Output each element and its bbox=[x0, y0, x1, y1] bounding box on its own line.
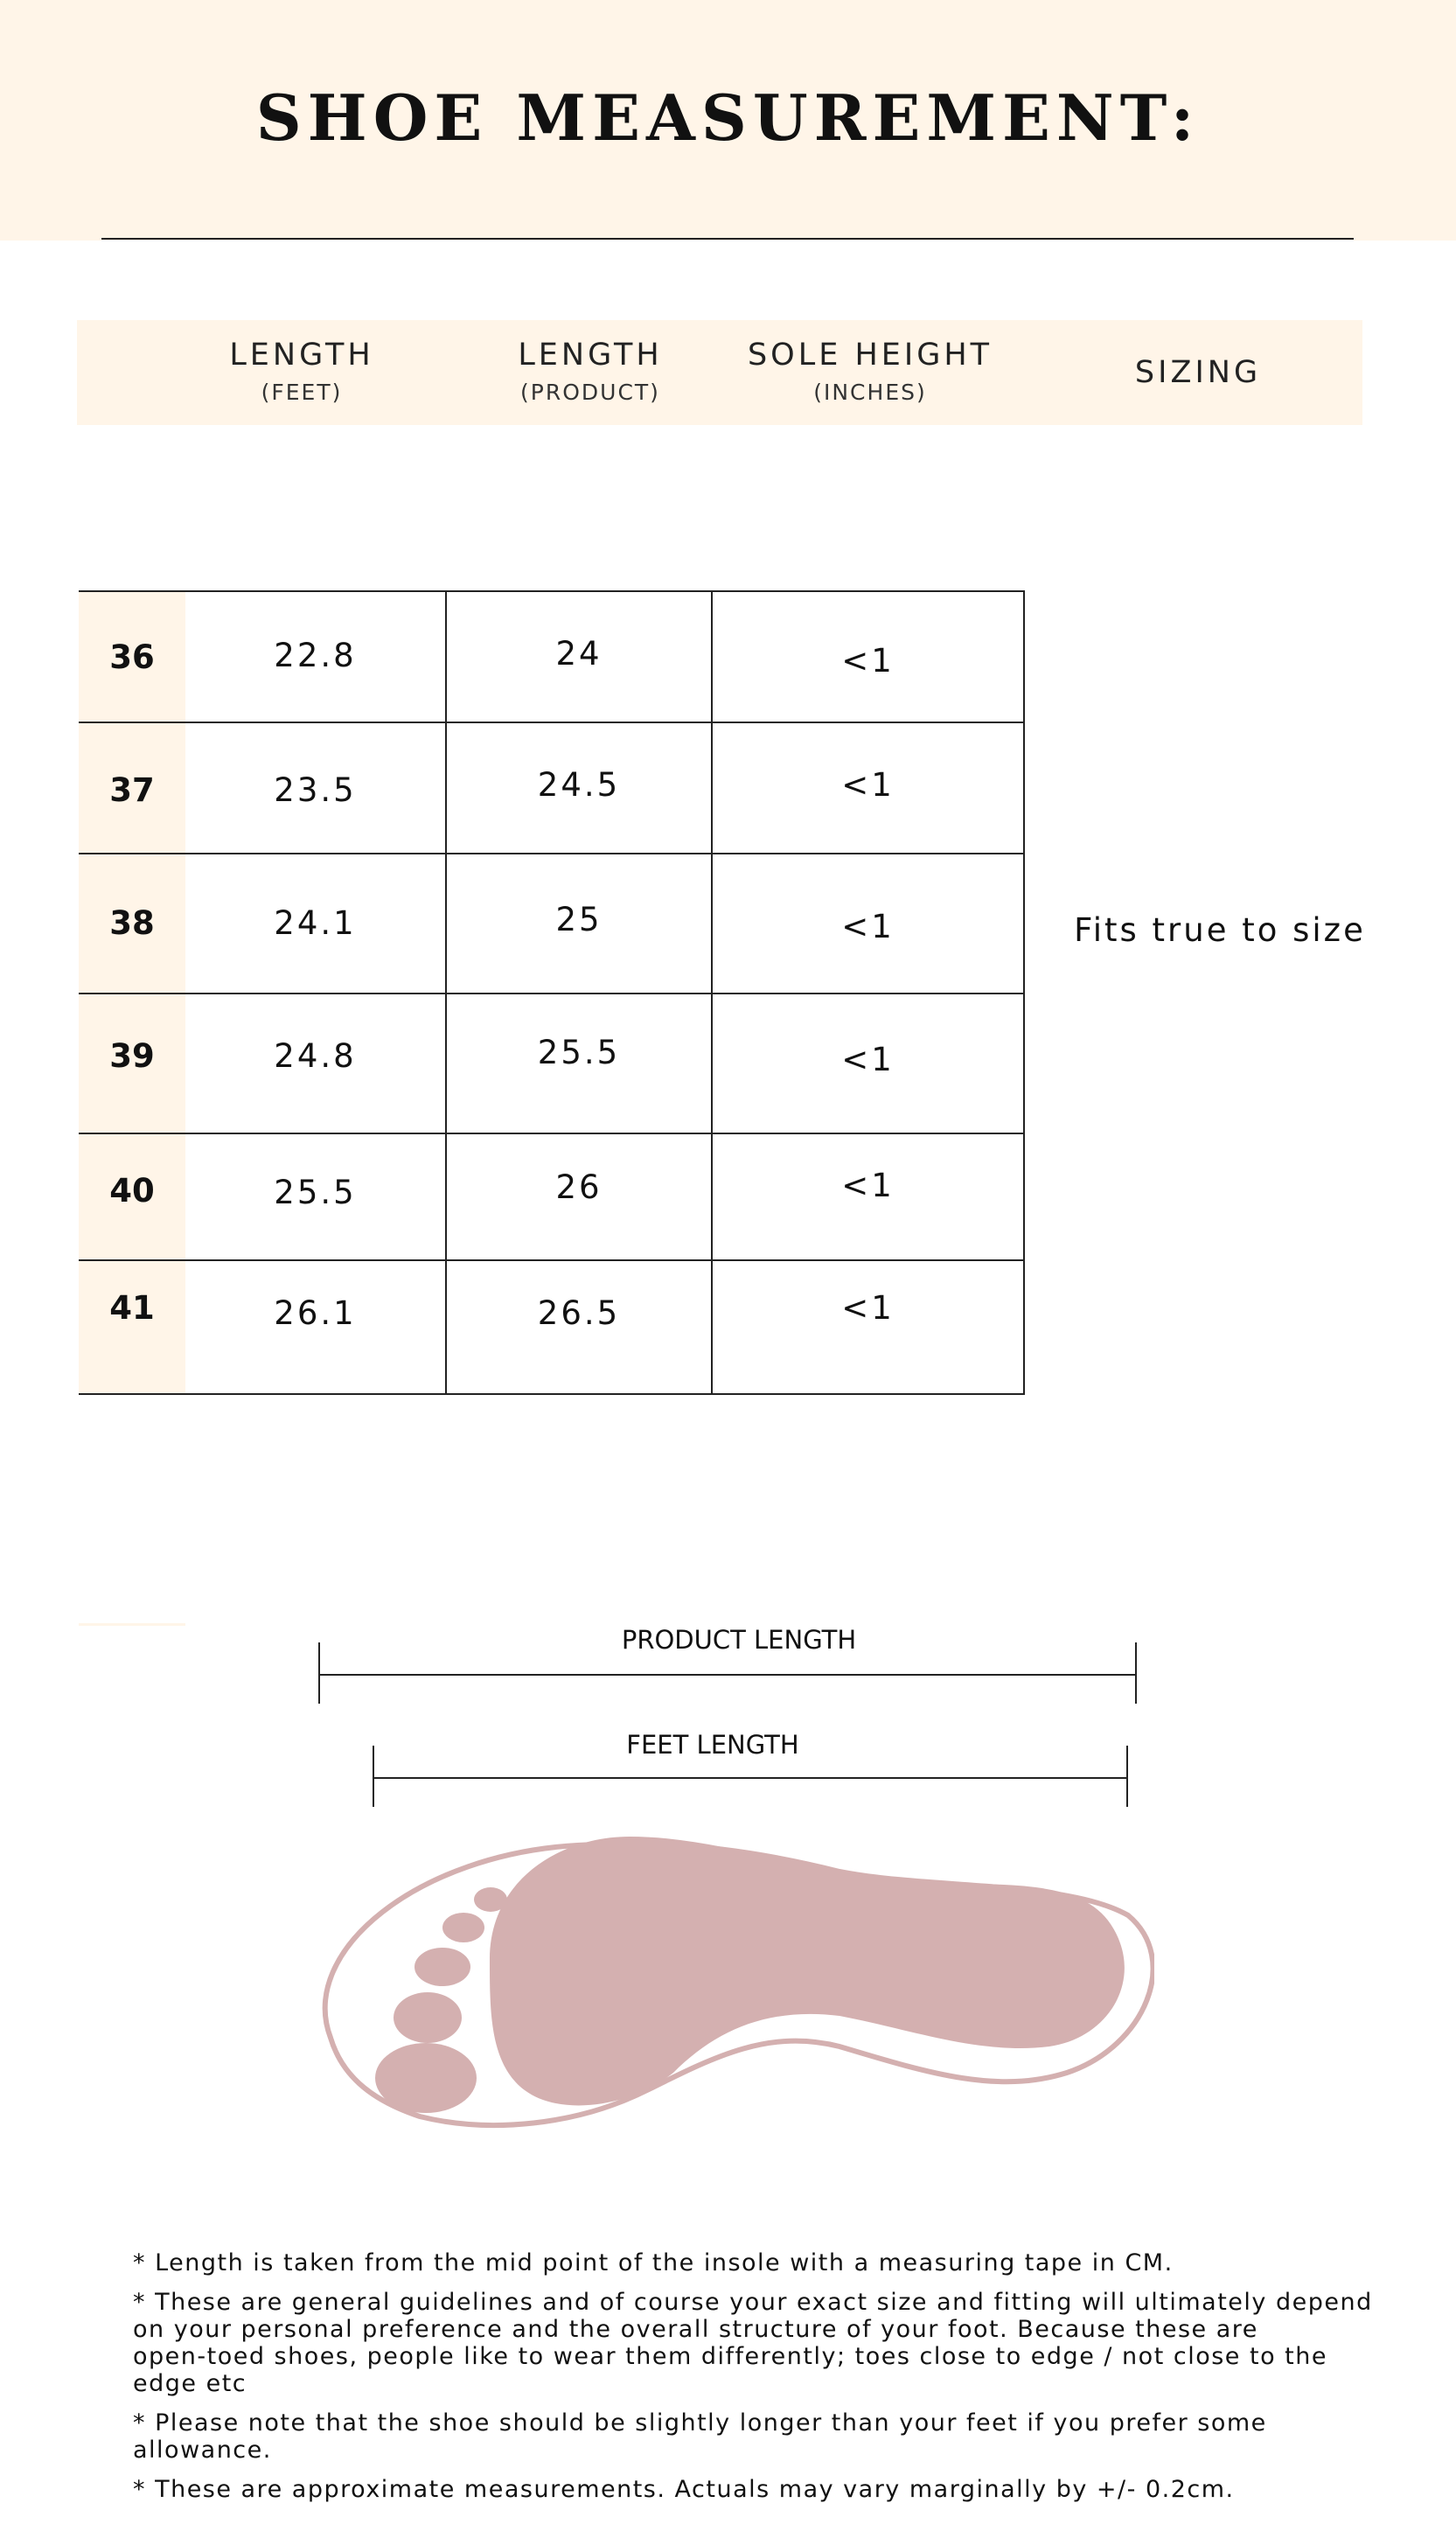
sizing-note: Fits true to size bbox=[1074, 911, 1366, 949]
header-length-product-label: LENGTH bbox=[518, 338, 663, 373]
product-length-tick-left bbox=[318, 1642, 320, 1704]
toe-second bbox=[394, 1992, 462, 2043]
size-41: 41 bbox=[109, 1289, 155, 1327]
foot-sole-shape bbox=[490, 1837, 1125, 2105]
sole-height-41: <1 bbox=[841, 1289, 895, 1327]
header-sole-height bbox=[726, 338, 1014, 405]
table-column-divider bbox=[711, 590, 713, 1395]
feet-length-37: 23.5 bbox=[274, 771, 357, 809]
sole-height-38: <1 bbox=[841, 908, 895, 945]
product-length-41: 26.5 bbox=[537, 1294, 621, 1332]
size-37: 37 bbox=[109, 771, 155, 809]
product-length-tick-right bbox=[1135, 1642, 1137, 1704]
table-row-divider bbox=[79, 1133, 1025, 1134]
product-length-38: 25 bbox=[555, 901, 603, 938]
toe-fourth bbox=[442, 1913, 484, 1942]
product-length-label: PRODUCT LENGTH bbox=[621, 1625, 857, 1655]
decorative-divider bbox=[79, 1623, 185, 1626]
title-divider bbox=[101, 238, 1354, 240]
size-39: 39 bbox=[109, 1037, 155, 1075]
sole-height-37: <1 bbox=[841, 766, 895, 804]
table-row-divider bbox=[79, 1259, 1025, 1261]
product-length-37: 24.5 bbox=[537, 766, 621, 804]
note-guidelines-line-2: on your personal preference and the overall structure of your foot. Because these are bbox=[133, 2316, 1258, 2343]
feet-length-line bbox=[373, 1777, 1128, 1779]
feet-length-tick-right bbox=[1126, 1746, 1128, 1807]
header-sizing: SIZING bbox=[1134, 355, 1262, 390]
note-guidelines-line-3: open-toed shoes, people like to wear them differently; toes close to edge / not close to the edge etc bbox=[133, 2343, 1327, 2397]
header-sole-height-unit: (INCHES) bbox=[813, 380, 927, 405]
feet-length-label: FEET LENGTH bbox=[626, 1730, 799, 1760]
product-length-36: 24 bbox=[555, 635, 603, 673]
sole-height-36: <1 bbox=[841, 642, 895, 680]
table-row-divider bbox=[79, 722, 1025, 723]
feet-length-36: 22.8 bbox=[274, 637, 357, 674]
header-sole-height-label: SOLE HEIGHT bbox=[747, 338, 993, 373]
feet-length-38: 24.1 bbox=[274, 904, 357, 942]
note-guidelines-line-1: * These are general guidelines and of course your exact size and fitting will ultimately depend bbox=[133, 2289, 1373, 2316]
feet-length-40: 25.5 bbox=[274, 1174, 357, 1211]
sole-height-40: <1 bbox=[841, 1167, 895, 1204]
toe-third bbox=[415, 1948, 470, 1986]
header-length-feet bbox=[184, 338, 420, 405]
table-row-divider bbox=[79, 993, 1025, 994]
table-border-top bbox=[79, 590, 1025, 592]
table-border-bottom bbox=[79, 1393, 1025, 1395]
header-length-feet-unit: (FEET) bbox=[261, 380, 343, 405]
note-measuring: * Length is taken from the mid point of the insole with a measuring tape in CM. bbox=[133, 2249, 1174, 2276]
page-title: SHOE MEASUREMENT: bbox=[255, 80, 1201, 155]
feet-length-tick-left bbox=[373, 1746, 374, 1807]
size-36: 36 bbox=[109, 638, 155, 676]
table-row-divider bbox=[79, 853, 1025, 854]
toe-big bbox=[375, 2043, 477, 2113]
note-guidelines bbox=[133, 2289, 1375, 2397]
note-approximate: * These are approximate measurements. Actuals may vary marginally by +/- 0.2cm. bbox=[133, 2476, 1235, 2503]
notes bbox=[133, 2249, 1375, 2515]
header-length-feet-label: LENGTH bbox=[229, 338, 374, 373]
table-column-divider bbox=[445, 590, 447, 1395]
feet-length-39: 24.8 bbox=[274, 1037, 357, 1075]
table-border-right bbox=[1023, 590, 1025, 1395]
product-length-line bbox=[318, 1674, 1137, 1676]
sole-height-39: <1 bbox=[841, 1041, 895, 1078]
toe-little bbox=[474, 1887, 507, 1912]
note-allowance: * Please note that the shoe should be slightly longer than your feet if you prefer some allowance. bbox=[133, 2409, 1267, 2464]
feet-length-41: 26.1 bbox=[274, 1294, 357, 1332]
product-length-40: 26 bbox=[555, 1168, 603, 1206]
product-length-39: 25.5 bbox=[537, 1034, 621, 1071]
foot-outline-icon bbox=[315, 1819, 1154, 2143]
size-38: 38 bbox=[109, 904, 155, 942]
size-40: 40 bbox=[109, 1172, 155, 1210]
header-length-product bbox=[455, 338, 726, 405]
header-length-product-unit: (PRODUCT) bbox=[520, 380, 660, 405]
